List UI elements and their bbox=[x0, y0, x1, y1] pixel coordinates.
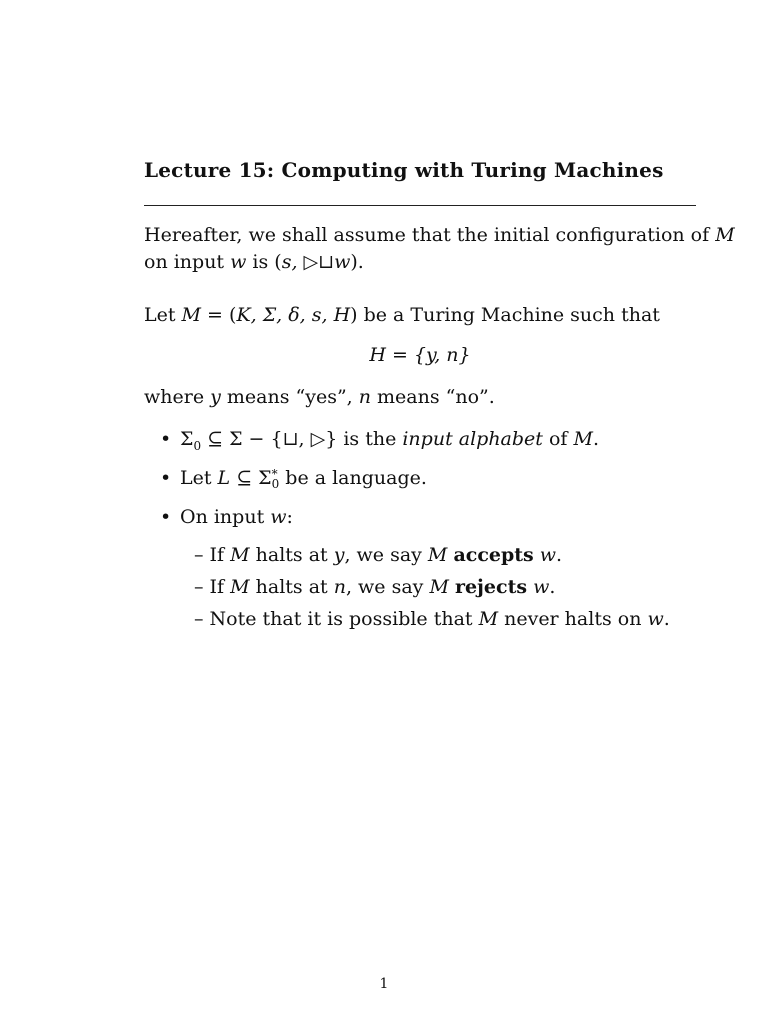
emphasis: input alphabet bbox=[402, 428, 543, 450]
math-expression: s, ▷⊔w bbox=[281, 251, 351, 273]
text: never halts on bbox=[498, 608, 648, 630]
paragraph-intro-line2 bbox=[144, 249, 364, 276]
bullet-item-on-input bbox=[160, 506, 293, 528]
math-symbol: n bbox=[333, 576, 346, 598]
text: ⊆ Σ − {⊔, ▷} is the bbox=[201, 428, 403, 450]
bullet-icon: • bbox=[160, 506, 172, 528]
text: be a language. bbox=[279, 467, 427, 489]
text: – If bbox=[194, 544, 231, 566]
math-symbol: w bbox=[270, 506, 287, 528]
bullet-item-language bbox=[160, 467, 427, 489]
lecture-title: Lecture 15: Computing with Turing Machines bbox=[144, 158, 664, 182]
math-symbol: w bbox=[230, 251, 247, 273]
text: Hereafter, we shall assume that the initial configuration of bbox=[144, 224, 716, 246]
text: means “no”. bbox=[371, 386, 495, 408]
text: Let bbox=[144, 304, 182, 326]
superscript: * bbox=[271, 467, 278, 481]
sub-item-accepts bbox=[194, 544, 562, 566]
text: where bbox=[144, 386, 211, 408]
math-symbol: M bbox=[427, 544, 448, 566]
bullet-item-input-alphabet bbox=[160, 428, 599, 453]
title-divider bbox=[144, 205, 696, 206]
bold-term: accepts bbox=[453, 544, 534, 566]
text: Let bbox=[180, 467, 218, 489]
math-symbol: M bbox=[181, 304, 202, 326]
math-symbol: w bbox=[533, 576, 550, 598]
text: ⊆ Σ bbox=[230, 467, 272, 489]
sub-item-rejects bbox=[194, 576, 555, 598]
subscript: 0 bbox=[193, 438, 202, 453]
subscript: 0 bbox=[271, 477, 280, 491]
math-symbol: y bbox=[210, 386, 221, 408]
sub-item-never-halts bbox=[194, 608, 670, 630]
paragraph-intro-line1 bbox=[144, 222, 735, 249]
paragraph-definition bbox=[144, 302, 660, 329]
text: , we say bbox=[344, 544, 428, 566]
text: halts at bbox=[249, 576, 334, 598]
text: halts at bbox=[249, 544, 334, 566]
text: Σ bbox=[180, 428, 194, 450]
math-symbol: y bbox=[333, 544, 345, 566]
text: on input bbox=[144, 251, 231, 273]
math-symbol: M bbox=[429, 576, 449, 598]
bold-term: rejects bbox=[454, 576, 528, 598]
bullet-icon: • bbox=[160, 428, 172, 450]
math-symbol: M bbox=[478, 608, 499, 630]
text: . bbox=[556, 544, 563, 566]
bullet-icon: • bbox=[160, 467, 172, 489]
text: of bbox=[542, 428, 574, 450]
text: is ( bbox=[246, 251, 282, 273]
math-symbol: M bbox=[573, 428, 593, 450]
text: , we say bbox=[345, 576, 430, 598]
text: On input bbox=[180, 506, 271, 528]
paragraph-meaning bbox=[144, 384, 495, 411]
math-symbol: w bbox=[647, 608, 664, 630]
page-number: 1 bbox=[379, 976, 389, 992]
display-equation: H = {y, n} bbox=[369, 344, 471, 366]
math-symbol: M bbox=[230, 544, 250, 566]
text: – If bbox=[194, 576, 231, 598]
math-symbol: w bbox=[539, 544, 557, 566]
text: . bbox=[549, 576, 556, 598]
math-symbol: M bbox=[230, 576, 250, 598]
text: means “yes”, bbox=[220, 386, 359, 408]
math-symbol: M bbox=[715, 224, 735, 246]
text: – Note that it is possible that bbox=[194, 608, 479, 630]
text: ) be a Turing Machine such that bbox=[350, 304, 660, 326]
math-symbol: L bbox=[217, 467, 231, 489]
math-symbol: n bbox=[358, 386, 371, 408]
text: = ( bbox=[201, 304, 237, 326]
math-expression: K, Σ, δ, s, H bbox=[236, 304, 351, 326]
text: : bbox=[286, 506, 293, 528]
text: . bbox=[592, 428, 599, 450]
text: ). bbox=[350, 251, 364, 273]
text: . bbox=[663, 608, 670, 630]
